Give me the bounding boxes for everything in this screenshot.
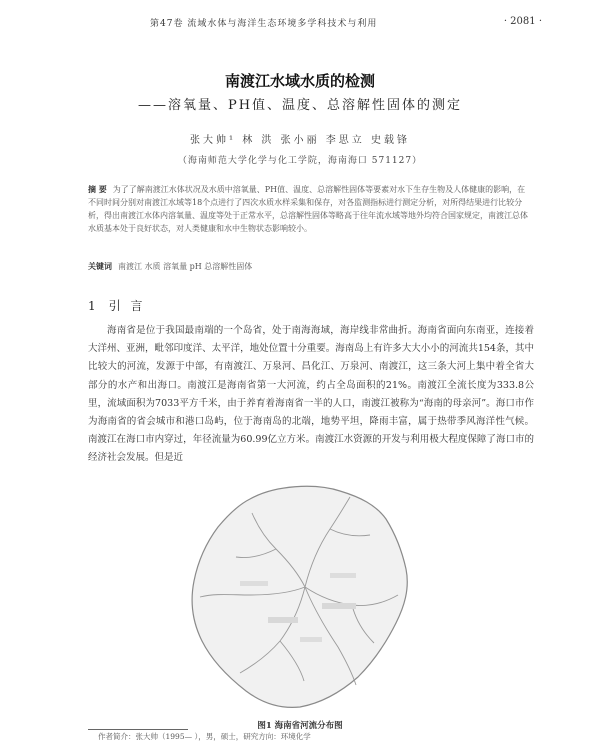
section-number: 1 <box>88 299 99 313</box>
figure-caption: 图1 海南省河流分布图 <box>257 721 343 731</box>
article-title: 南渡江水域水质的检测 <box>224 72 375 90</box>
hainan-river-map <box>180 477 422 712</box>
footnote: 作者简介：张大帅（1995— ），男，硕士，研究方向：环境化学 <box>98 732 311 741</box>
island-outline <box>192 486 407 707</box>
abstract-label: 摘 要 <box>88 184 107 194</box>
keywords-text: 南渡江 水质 溶氧量 pH 总溶解性固体 <box>118 262 253 271</box>
running-head: 第47卷 流域水体与海洋生态环境多学科技术与利用 <box>150 19 378 29</box>
keywords <box>88 261 533 272</box>
author-list: 张大帅¹ 林 洪 张小丽 李思立 史载锋 <box>190 135 410 146</box>
author-affiliation: （海南师范大学化学与化工学院，海南海口 571127） <box>177 156 423 166</box>
section-heading-intro <box>88 297 145 314</box>
article-subtitle: ——溶氧量、PH值、温度、总溶解性固体的测定 <box>137 98 463 113</box>
abstract <box>88 183 533 235</box>
abstract-text: 为了了解南渡江水体状况及水质中溶氧量、PH值、温度、总溶解性固体等要素对水下生存生物及人体健康的影响，在不同时间分别对南渡江水域等18个点进行了四次水质水样采集和保存，对各监测指标进行测定分析，对所得结果进行比较分析，得出南渡江水体内溶氧量、温度等处于正常水平，总溶解性固体等略高于往年流水域等地外均符合国家规定，南渡江总体水质基本处于良好状态，对人类健康和水中生物状态影响较小。 <box>88 185 528 233</box>
section-title: 引 言 <box>108 299 146 313</box>
intro-paragraph: 海南省是位于我国最南端的一个岛省，处于南海海域，海岸线非常曲折。海南省面向东南亚，连接着大洋州、亚洲，毗邻印度洋、太平洋，地处位置十分重要。海南岛上有许多大大小小的河流共154条，其中比较大的河流，发源于中部，有南渡江、万泉河、昌化江、万泉河、南渡江，这三条大河上集中着全省大部分的水产和出海口。南渡江是海南省第一大河流，约占全岛面积的21%。南渡江全流长度为333.8公里，流域面积为7033平方千米，由于养育着海南省一半的人口，南渡江被称为“海南的母亲河”。海口市作为海南省的省会城市和港口岛屿，位于海南岛的北端，地势平坦，降雨丰富，属于热带季风海洋性气候。南渡江在海口市内穿过，年径流量为60.99亿立方米。南渡江水资源的开发与利用极大程度保障了海口市的经济社会发展。但是近 <box>88 325 534 464</box>
page-number: · 2081 · <box>503 16 542 27</box>
keywords-label: 关键词 <box>88 261 112 271</box>
footnote-rule <box>88 729 188 730</box>
